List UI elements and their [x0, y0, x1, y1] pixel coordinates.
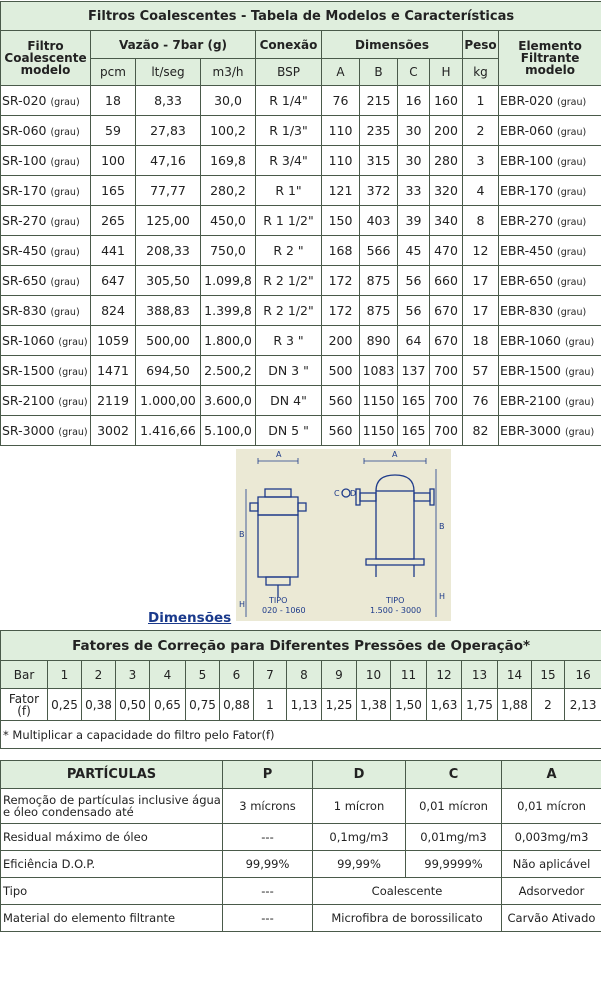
- bar-value: 8: [287, 661, 322, 689]
- cell-ltseg: 1.416,66: [136, 416, 201, 446]
- factor-value: 0,65: [150, 689, 186, 721]
- cell-b: 215: [360, 86, 398, 116]
- bar-value: 2: [82, 661, 116, 689]
- type-p: ---: [223, 878, 313, 905]
- cell-h: 470: [430, 236, 463, 266]
- factor-value: 2: [532, 689, 565, 721]
- cell-ltseg: 77,77: [136, 176, 201, 206]
- bar-value: 3: [116, 661, 150, 689]
- cell-h: 670: [430, 296, 463, 326]
- cell-a: 560: [322, 386, 360, 416]
- cell-pcm: 3002: [91, 416, 136, 446]
- cell-c: 30: [398, 116, 430, 146]
- header-d: D: [313, 761, 406, 789]
- cell-ltseg: 125,00: [136, 206, 201, 236]
- header-a-grade: A: [502, 761, 601, 789]
- element-cell: EBR-1500 (grau): [499, 356, 601, 386]
- cell-pcm: 647: [91, 266, 136, 296]
- bar-value: 16: [565, 661, 601, 689]
- cell-a: 150: [322, 206, 360, 236]
- model-cell: SR-020 (grau): [1, 86, 91, 116]
- header-elemento: Elemento Filtrante modelo: [499, 31, 601, 86]
- cell-ltseg: 1.000,00: [136, 386, 201, 416]
- header-vazao: Vazão - 7bar (g): [91, 31, 256, 59]
- models-table: [0, 1, 601, 446]
- cell-h: 670: [430, 326, 463, 356]
- model-cell: SR-450 (grau): [1, 236, 91, 266]
- factor-value: 1,38: [357, 689, 391, 721]
- cell-pcm: 18: [91, 86, 136, 116]
- tipo-left-range: 020 - 1060: [262, 606, 306, 615]
- element-cell: EBR-450 (grau): [499, 236, 601, 266]
- factor-value: 1: [254, 689, 287, 721]
- cell-bsp: R 2 1/2": [256, 266, 322, 296]
- cell-bsp: R 1 1/2": [256, 206, 322, 236]
- cell-pcm: 441: [91, 236, 136, 266]
- bar-value: 5: [186, 661, 220, 689]
- bar-label: Bar: [1, 661, 48, 689]
- cell-a: 110: [322, 146, 360, 176]
- cell-bsp: DN 5 ": [256, 416, 322, 446]
- filter-drawing-svg: [236, 449, 451, 621]
- cell-bsp: R 2 1/2": [256, 296, 322, 326]
- cell-a: 76: [322, 86, 360, 116]
- cell-a: 110: [322, 116, 360, 146]
- cell-h: 320: [430, 176, 463, 206]
- cell-b: 1150: [360, 386, 398, 416]
- bar-value: 6: [220, 661, 254, 689]
- table-row: [1, 176, 601, 206]
- cell-pcm: 265: [91, 206, 136, 236]
- label-c: C: [334, 489, 340, 498]
- cell-c: 137: [398, 356, 430, 386]
- cell-m3h: 5.100,0: [201, 416, 256, 446]
- header-bsp: BSP: [256, 59, 322, 86]
- cell-pcm: 1471: [91, 356, 136, 386]
- cell-m3h: 1.399,8: [201, 296, 256, 326]
- cell-kg: 57: [463, 356, 499, 386]
- header-kg: kg: [463, 59, 499, 86]
- factor-value: 1,50: [391, 689, 427, 721]
- cell-ltseg: 8,33: [136, 86, 201, 116]
- cell-m3h: 280,2: [201, 176, 256, 206]
- factor-value: 1,13: [287, 689, 322, 721]
- efficiency-a: Não aplicável: [502, 851, 601, 878]
- residual-p: ---: [223, 824, 313, 851]
- cell-ltseg: 694,50: [136, 356, 201, 386]
- cell-kg: 76: [463, 386, 499, 416]
- cell-bsp: R 3 ": [256, 326, 322, 356]
- cell-c: 64: [398, 326, 430, 356]
- bar-value: 1: [48, 661, 82, 689]
- element-cell: EBR-650 (grau): [499, 266, 601, 296]
- cell-kg: 82: [463, 416, 499, 446]
- cell-bsp: R 2 ": [256, 236, 322, 266]
- element-cell: EBR-830 (grau): [499, 296, 601, 326]
- table-row: [1, 146, 601, 176]
- header-m3h: m3/h: [201, 59, 256, 86]
- header-pcm: pcm: [91, 59, 136, 86]
- model-cell: SR-1060 (grau): [1, 326, 91, 356]
- cell-pcm: 100: [91, 146, 136, 176]
- removal-c: 0,01 mícron: [406, 789, 502, 824]
- cell-a: 200: [322, 326, 360, 356]
- cell-c: 30: [398, 146, 430, 176]
- table-row: [1, 86, 601, 116]
- correction-title: Fatores de Correção para Diferentes Pressões de Operação*: [1, 631, 601, 661]
- cell-a: 172: [322, 296, 360, 326]
- header-b: B: [360, 59, 398, 86]
- cell-h: 700: [430, 416, 463, 446]
- tipo-left: TIPO: [269, 596, 288, 605]
- factor-value: 1,63: [427, 689, 462, 721]
- cell-kg: 4: [463, 176, 499, 206]
- dimensions-drawing: [236, 449, 451, 621]
- cell-b: 315: [360, 146, 398, 176]
- table-row: [1, 296, 601, 326]
- header-filtro: Filtro Coalescente modelo: [1, 31, 91, 86]
- bar-value: 11: [391, 661, 427, 689]
- cell-m3h: 100,2: [201, 116, 256, 146]
- bar-value: 9: [322, 661, 357, 689]
- table-row: [1, 356, 601, 386]
- tipo-right-range: 1.500 - 3000: [370, 606, 422, 615]
- model-cell: SR-060 (grau): [1, 116, 91, 146]
- table-row: [1, 386, 601, 416]
- cell-b: 235: [360, 116, 398, 146]
- cell-kg: 2: [463, 116, 499, 146]
- factor-value: 0,75: [186, 689, 220, 721]
- header-dimensoes: Dimensões: [322, 31, 463, 59]
- cell-bsp: DN 4": [256, 386, 322, 416]
- bar-value: 15: [532, 661, 565, 689]
- cell-ltseg: 388,83: [136, 296, 201, 326]
- cell-c: 165: [398, 386, 430, 416]
- cell-kg: 17: [463, 266, 499, 296]
- bar-value: 7: [254, 661, 287, 689]
- model-cell: SR-170 (grau): [1, 176, 91, 206]
- cell-ltseg: 47,16: [136, 146, 201, 176]
- removal-label: Remoção de partículas inclusive água e óleo condensado até: [1, 789, 223, 824]
- particulas-header: PARTÍCULAS: [1, 761, 223, 789]
- type-a: Adsorvedor: [502, 878, 601, 905]
- residual-label: Residual máximo de óleo: [1, 824, 223, 851]
- header-peso: Peso: [463, 31, 499, 59]
- factor-value: 0,50: [116, 689, 150, 721]
- model-cell: SR-2100 (grau): [1, 386, 91, 416]
- cell-kg: 18: [463, 326, 499, 356]
- header-conexao: Conexão: [256, 31, 322, 59]
- cell-c: 39: [398, 206, 430, 236]
- cell-c: 56: [398, 296, 430, 326]
- cell-ltseg: 500,00: [136, 326, 201, 356]
- efficiency-d: 99,99%: [313, 851, 406, 878]
- element-cell: EBR-270 (grau): [499, 206, 601, 236]
- element-cell: EBR-100 (grau): [499, 146, 601, 176]
- cell-c: 56: [398, 266, 430, 296]
- tipo-right: TIPO: [386, 596, 405, 605]
- cell-h: 160: [430, 86, 463, 116]
- cell-pcm: 1059: [91, 326, 136, 356]
- label-b-left: B: [239, 530, 245, 539]
- factor-value: 1,25: [322, 689, 357, 721]
- cell-m3h: 450,0: [201, 206, 256, 236]
- bar-value: 14: [498, 661, 532, 689]
- cell-kg: 12: [463, 236, 499, 266]
- dimensions-link[interactable]: Dimensões: [148, 610, 232, 626]
- cell-ltseg: 27,83: [136, 116, 201, 146]
- cell-ltseg: 208,33: [136, 236, 201, 266]
- table-row: [1, 416, 601, 446]
- type-dc: Coalescente: [313, 878, 502, 905]
- cell-b: 1150: [360, 416, 398, 446]
- bar-value: 12: [427, 661, 462, 689]
- cell-a: 560: [322, 416, 360, 446]
- cell-bsp: R 1/3": [256, 116, 322, 146]
- model-cell: SR-1500 (grau): [1, 356, 91, 386]
- cell-kg: 17: [463, 296, 499, 326]
- table-row: [1, 236, 601, 266]
- cell-pcm: 165: [91, 176, 136, 206]
- model-cell: SR-3000 (grau): [1, 416, 91, 446]
- cell-h: 660: [430, 266, 463, 296]
- cell-h: 280: [430, 146, 463, 176]
- table-row: [1, 266, 601, 296]
- factor-value: 1,75: [462, 689, 498, 721]
- efficiency-p: 99,99%: [223, 851, 313, 878]
- residual-a: 0,003mg/m3: [502, 824, 601, 851]
- factor-value: 0,38: [82, 689, 116, 721]
- bar-value: 10: [357, 661, 391, 689]
- table-row: [1, 116, 601, 146]
- label-h-left: H: [239, 600, 246, 609]
- factor-value: 2,13: [565, 689, 601, 721]
- removal-p: 3 mícrons: [223, 789, 313, 824]
- cell-bsp: DN 3 ": [256, 356, 322, 386]
- cell-a: 172: [322, 266, 360, 296]
- cell-kg: 1: [463, 86, 499, 116]
- cell-c: 33: [398, 176, 430, 206]
- material-label: Material do elemento filtrante: [1, 905, 223, 932]
- particles-table: [0, 760, 601, 932]
- factor-value: 0,25: [48, 689, 82, 721]
- label-b-right: B: [439, 522, 445, 531]
- label-h-right: H: [439, 592, 446, 601]
- residual-c: 0,01mg/m3: [406, 824, 502, 851]
- cell-pcm: 2119: [91, 386, 136, 416]
- fator-label: Fator (f): [1, 689, 48, 721]
- table-row: [1, 206, 601, 236]
- cell-h: 340: [430, 206, 463, 236]
- cell-b: 875: [360, 266, 398, 296]
- header-c: C: [398, 59, 430, 86]
- cell-b: 566: [360, 236, 398, 266]
- cell-a: 121: [322, 176, 360, 206]
- label-a-right: A: [392, 450, 398, 459]
- cell-b: 875: [360, 296, 398, 326]
- element-cell: EBR-3000 (grau): [499, 416, 601, 446]
- label-d: D: [350, 489, 357, 498]
- material-a: Carvão Ativado: [502, 905, 601, 932]
- header-ltseg: lt/seg: [136, 59, 201, 86]
- header-a: A: [322, 59, 360, 86]
- cell-m3h: 169,8: [201, 146, 256, 176]
- models-table-title: Filtros Coalescentes - Tabela de Modelos e Características: [1, 2, 601, 31]
- cell-kg: 8: [463, 206, 499, 236]
- table-row: [1, 326, 601, 356]
- element-cell: EBR-1060 (grau): [499, 326, 601, 356]
- element-cell: EBR-170 (grau): [499, 176, 601, 206]
- type-label: Tipo: [1, 878, 223, 905]
- cell-h: 700: [430, 356, 463, 386]
- cell-m3h: 1.099,8: [201, 266, 256, 296]
- factor-value: 1,88: [498, 689, 532, 721]
- element-cell: EBR-020 (grau): [499, 86, 601, 116]
- model-cell: SR-100 (grau): [1, 146, 91, 176]
- removal-d: 1 mícron: [313, 789, 406, 824]
- header-p: P: [223, 761, 313, 789]
- cell-m3h: 2.500,2: [201, 356, 256, 386]
- cell-c: 16: [398, 86, 430, 116]
- cell-a: 500: [322, 356, 360, 386]
- removal-a: 0,01 mícron: [502, 789, 601, 824]
- cell-c: 45: [398, 236, 430, 266]
- cell-ltseg: 305,50: [136, 266, 201, 296]
- cell-c: 165: [398, 416, 430, 446]
- cell-bsp: R 1": [256, 176, 322, 206]
- model-cell: SR-650 (grau): [1, 266, 91, 296]
- model-cell: SR-830 (grau): [1, 296, 91, 326]
- bar-value: 13: [462, 661, 498, 689]
- label-a-left: A: [276, 450, 282, 459]
- cell-pcm: 59: [91, 116, 136, 146]
- element-cell: EBR-060 (grau): [499, 116, 601, 146]
- element-cell: EBR-2100 (grau): [499, 386, 601, 416]
- correction-factors-table: [0, 630, 601, 749]
- correction-note: * Multiplicar a capacidade do filtro pelo Fator(f): [1, 721, 601, 749]
- cell-m3h: 750,0: [201, 236, 256, 266]
- material-dc: Microfibra de borossilicato: [313, 905, 502, 932]
- cell-bsp: R 3/4": [256, 146, 322, 176]
- cell-b: 372: [360, 176, 398, 206]
- cell-a: 168: [322, 236, 360, 266]
- cell-bsp: R 1/4": [256, 86, 322, 116]
- model-cell: SR-270 (grau): [1, 206, 91, 236]
- cell-pcm: 824: [91, 296, 136, 326]
- header-c-grade: C: [406, 761, 502, 789]
- header-h: H: [430, 59, 463, 86]
- cell-m3h: 1.800,0: [201, 326, 256, 356]
- efficiency-c: 99,9999%: [406, 851, 502, 878]
- cell-kg: 3: [463, 146, 499, 176]
- bar-value: 4: [150, 661, 186, 689]
- cell-b: 403: [360, 206, 398, 236]
- cell-b: 1083: [360, 356, 398, 386]
- residual-d: 0,1mg/m3: [313, 824, 406, 851]
- cell-h: 700: [430, 386, 463, 416]
- cell-b: 890: [360, 326, 398, 356]
- material-p: ---: [223, 905, 313, 932]
- cell-h: 200: [430, 116, 463, 146]
- factor-value: 0,88: [220, 689, 254, 721]
- efficiency-label: Eficiência D.O.P.: [1, 851, 223, 878]
- cell-m3h: 3.600,0: [201, 386, 256, 416]
- cell-m3h: 30,0: [201, 86, 256, 116]
